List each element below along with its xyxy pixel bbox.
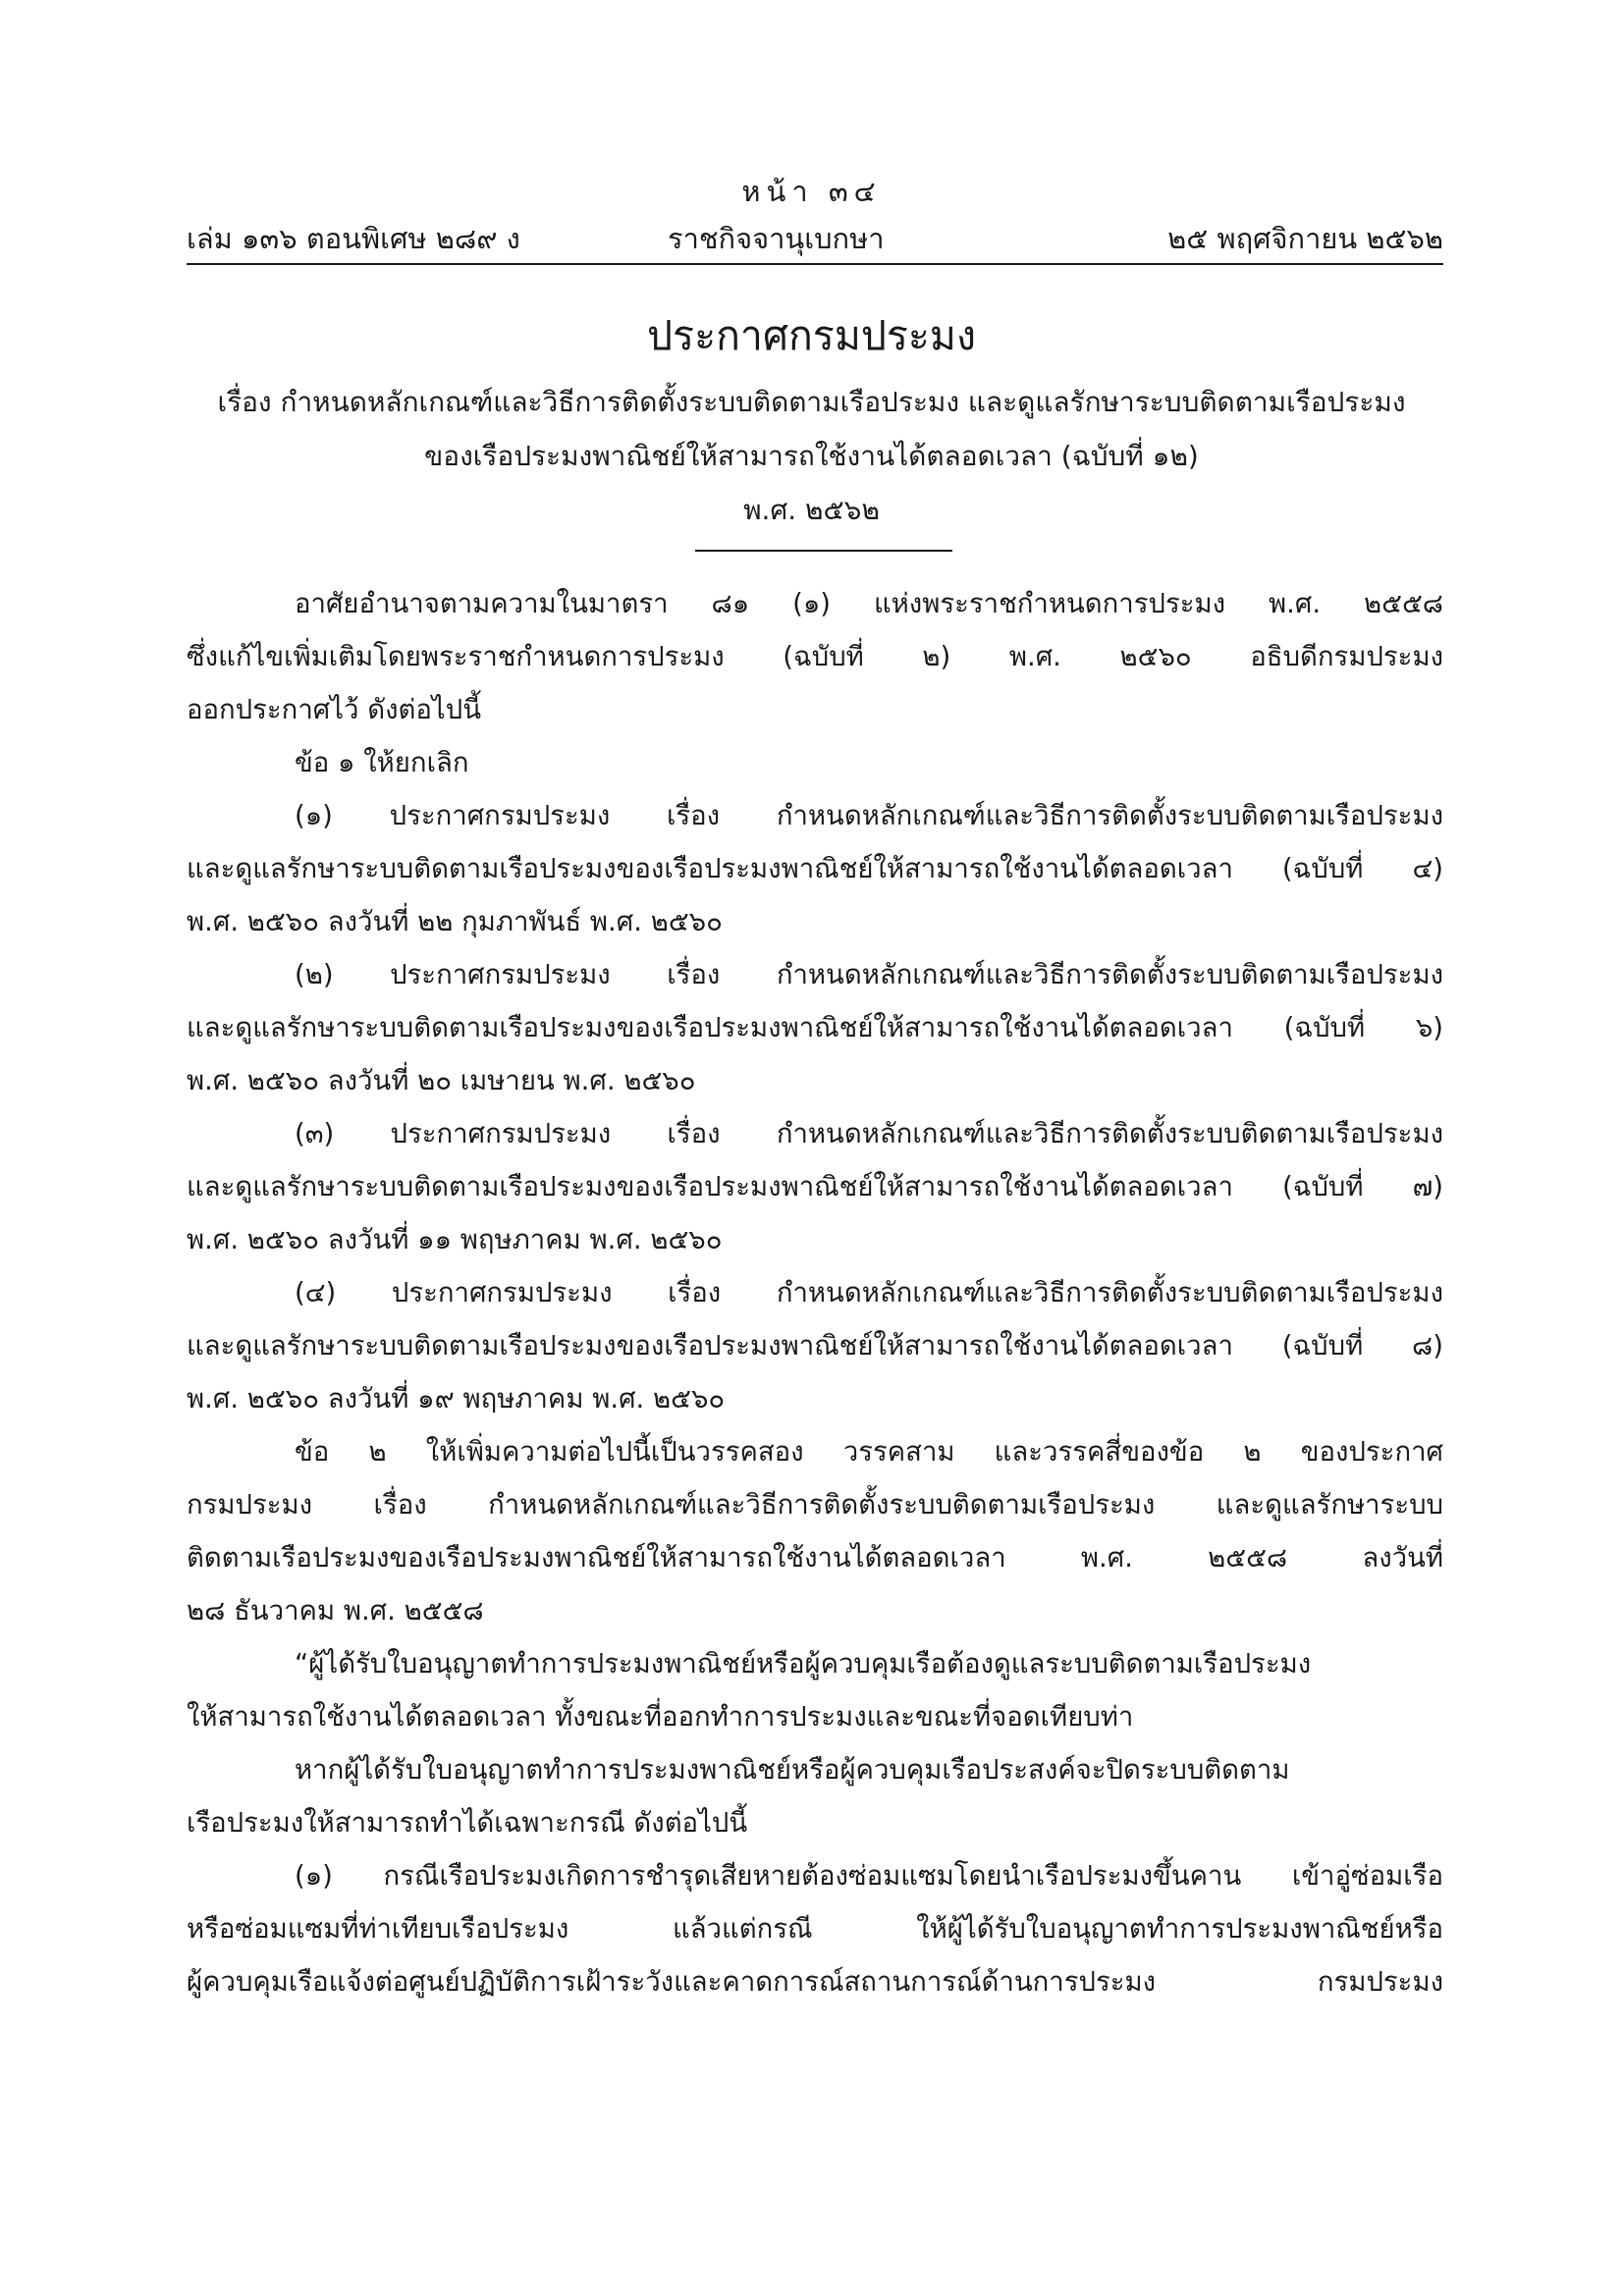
body-line: (๒) ประกาศกรมประมง เรื่อง กำหนดหลักเกณฑ์และวิธีการติดตั้งระบบติดตามเรือประมง (295, 959, 1443, 990)
body-line: หรือซ่อมแซมที่ท่าเทียบเรือประมง แล้วแต่กรณี ให้ผู้ได้รับใบอนุญาตทำการประมงพาณิชย์หรือ (187, 1913, 1443, 1945)
volume-info: เล่ม ๑๓๖ ตอนพิเศษ ๒๘๙ ง (187, 222, 520, 255)
gazette-name: ราชกิจจานุเบกษา (668, 222, 885, 255)
publication-date: ๒๕ พฤศจิกายน ๒๕๖๒ (1167, 222, 1443, 255)
document-body (187, 577, 1443, 2008)
subject-line: ของเรือประมงพาณิชย์ให้สามารถใช้งานได้ตลอดเวลา (ฉบับที่ ๑๒) (424, 440, 1199, 472)
body-line: กรมประมง เรื่อง กำหนดหลักเกณฑ์และวิธีการติดตั้งระบบติดตามเรือประมง และดูแลรักษาระบบ (187, 1489, 1443, 1521)
body-line: ให้สามารถใช้งานได้ตลอดเวลา ทั้งขณะที่ออกทำการประมงและขณะที่จอดเทียบท่า (187, 1701, 1134, 1733)
body-line: “ผู้ได้รับใบอนุญาตทำการประมงพาณิชย์หรือผู้ควบคุมเรือต้องดูแลระบบติดตามเรือประมง (295, 1648, 1312, 1680)
body-line: พ.ศ. ๒๕๖๐ ลงวันที่ ๑๙ พฤษภาคม พ.ศ. ๒๕๖๐ (187, 1383, 726, 1415)
announcement-subject (147, 375, 1476, 483)
announcement-title-block (147, 306, 1476, 537)
body-line: (๑) ประกาศกรมประมง เรื่อง กำหนดหลักเกณฑ์และวิธีการติดตั้งระบบติดตามเรือประมง (295, 800, 1443, 831)
body-line: และดูแลรักษาระบบติดตามเรือประมงของเรือประมงพาณิชย์ให้สามารถใช้งานได้ตลอดเวลา (ฉบับที่ ๔) (187, 853, 1443, 884)
body-line: (๑) กรณีเรือประมงเกิดการชำรุดเสียหายต้องซ่อมแซมโดยนำเรือประมงขึ้นคาน เข้าอู่ซ่อมเรือ (295, 1860, 1443, 1892)
announcement-heading: ประกาศกรมประมง (647, 312, 976, 359)
body-line: ๒๘ ธันวาคม พ.ศ. ๒๕๕๘ (187, 1595, 484, 1627)
subject-line: เรื่อง กำหนดหลักเกณฑ์และวิธีการติดตั้งระบบติดตามเรือประมง และดูแลรักษาระบบติดตามเรือประมง (217, 386, 1406, 418)
body-line: และดูแลรักษาระบบติดตามเรือประมงของเรือประมงพาณิชย์ให้สามารถใช้งานได้ตลอดเวลา (ฉบับที่ ๗) (187, 1171, 1443, 1202)
announcement-year: พ.ศ. ๒๕๖๒ (743, 494, 880, 526)
body-line: (๓) ประกาศกรมประมง เรื่อง กำหนดหลักเกณฑ์และวิธีการติดตั้งระบบติดตามเรือประมง (295, 1118, 1443, 1149)
body-line: ข้อ ๒ ให้เพิ่มความต่อไปนี้เป็นวรรคสอง วรรคสาม และวรรคสี่ของข้อ ๒ ของประกาศ (295, 1436, 1443, 1468)
body-line: ผู้ควบคุมเรือแจ้งต่อศูนย์ปฏิบัติการเฝ้าระวังและคาดการณ์สถานการณ์ด้านการประมง กรมประมง (187, 1966, 1443, 1998)
body-line: พ.ศ. ๒๕๖๐ ลงวันที่ ๒๒ กุมภาพันธ์ พ.ศ. ๒๕๖๐ (187, 906, 723, 937)
body-line: และดูแลรักษาระบบติดตามเรือประมงของเรือประมงพาณิชย์ให้สามารถใช้งานได้ตลอดเวลา (ฉบับที่ ๘) (187, 1330, 1443, 1362)
header-divider (187, 263, 1443, 265)
body-line: เรือประมงให้สามารถทำได้เฉพาะกรณี ดังต่อไปนี้ (187, 1807, 748, 1839)
body-line: ออกประกาศไว้ ดังต่อไปนี้ (187, 694, 481, 725)
page-number: หน้า ๓๔ (741, 175, 882, 208)
title-divider (695, 550, 952, 552)
body-line: และดูแลรักษาระบบติดตามเรือประมงของเรือประมงพาณิชย์ให้สามารถใช้งานได้ตลอดเวลา (ฉบับที่ ๖) (187, 1012, 1443, 1043)
body-line: ติดตามเรือประมงของเรือประมงพาณิชย์ให้สามารถใช้งานได้ตลอดเวลา พ.ศ. ๒๕๕๘ ลงวันที่ (187, 1542, 1443, 1574)
body-line: (๔) ประกาศกรมประมง เรื่อง กำหนดหลักเกณฑ์และวิธีการติดตั้งระบบติดตามเรือประมง (295, 1277, 1443, 1308)
body-line: อาศัยอำนาจตามความในมาตรา ๘๑ (๑) แห่งพระราชกำหนดการประมง พ.ศ. ๒๕๕๘ (295, 588, 1443, 619)
body-line: หากผู้ได้รับใบอนุญาตทำการประมงพาณิชย์หรือผู้ควบคุมเรือประสงค์จะปิดระบบติดตาม (295, 1754, 1290, 1786)
body-line: ข้อ ๑ ให้ยกเลิก (295, 747, 469, 778)
gazette-header (187, 216, 1443, 259)
body-line: ซึ่งแก้ไขเพิ่มเติมโดยพระราชกำหนดการประมง (ฉบับที่ ๒) พ.ศ. ๒๕๖๐ อธิบดีกรมประมง (187, 641, 1443, 672)
body-line: พ.ศ. ๒๕๖๐ ลงวันที่ ๑๑ พฤษภาคม พ.ศ. ๒๕๖๐ (187, 1224, 723, 1255)
body-line: พ.ศ. ๒๕๖๐ ลงวันที่ ๒๐ เมษายน พ.ศ. ๒๕๖๐ (187, 1065, 696, 1096)
